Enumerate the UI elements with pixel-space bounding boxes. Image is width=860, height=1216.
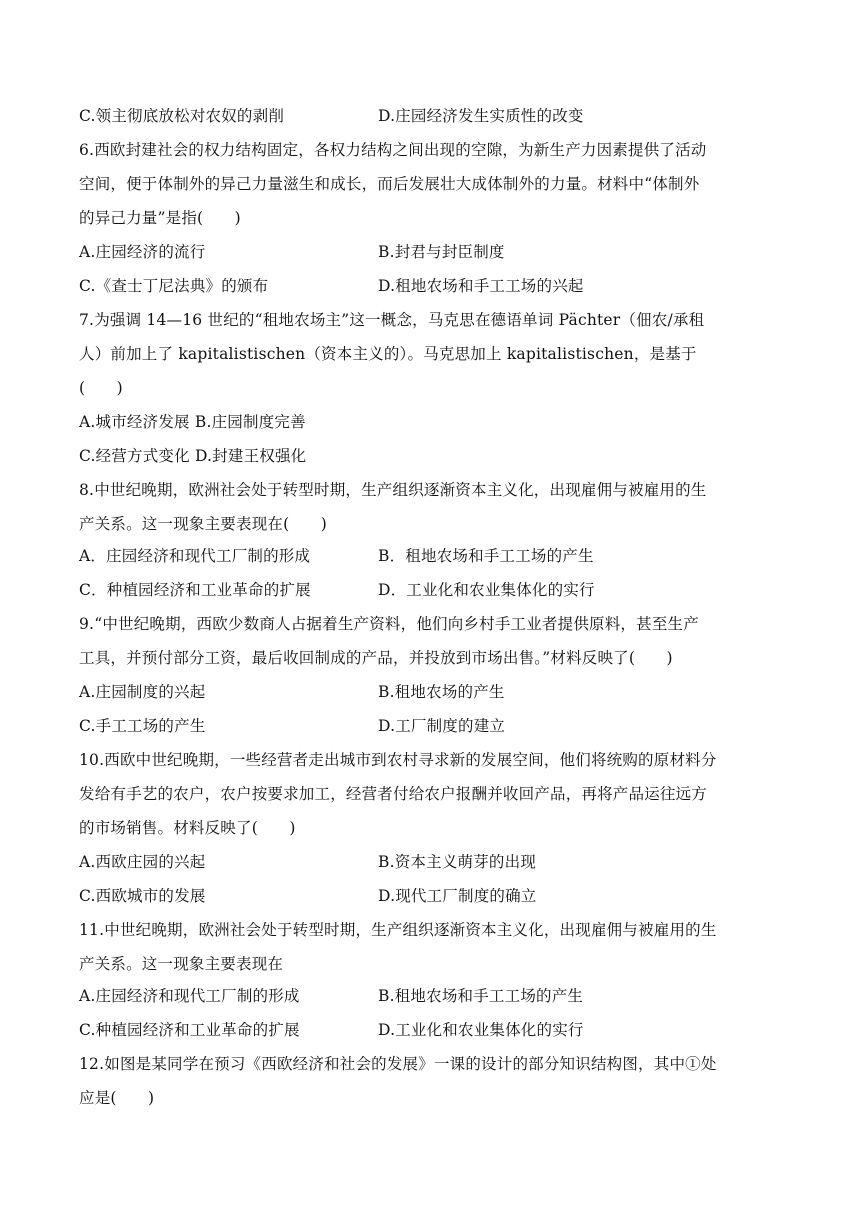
q11-option-c: C.种植园经济和工业革命的扩展	[79, 1021, 300, 1039]
q9-stem-line-2: 工具，并预付部分工资，最后收回制成的产品，并投放到市场出售。”材料反映了( )	[79, 649, 673, 667]
q10-option-c: C.西欧城市的发展	[79, 887, 206, 905]
q9-option-b: B.租地农场的产生	[378, 683, 505, 701]
q7-stem-line-1: 7.为强调 14—16 世纪的“租地农场主”这一概念，马克思在德语单词 Pächter（佃农/承租	[79, 311, 705, 329]
q11-option-b: B.租地农场和手工工场的产生	[378, 987, 584, 1005]
q7-stem-line-2: 人）前加上了 kapitalistischen（资本主义的）。马克思加上 kapitalistischen，是基于	[79, 345, 697, 363]
q8-stem-line-1: 8.中世纪晚期，欧洲社会处于转型时期，生产组织逐渐资本主义化，出现雇佣与被雇用的生	[79, 481, 707, 499]
q6-option-a: A.庄园经济的流行	[79, 243, 206, 261]
q11-stem-line-2: 产关系。这一现象主要表现在	[79, 955, 284, 973]
q7-stem-line-3: ( )	[79, 379, 123, 397]
q5-option-d: D.庄园经济发生实质性的改变	[378, 107, 584, 125]
q6-stem-line-2: 空间，便于体制外的异己力量滋生和成长，而后发展壮大成体制外的力量。材料中“体制外	[79, 175, 700, 193]
q5-option-c: C.领主彻底放松对农奴的剥削	[79, 107, 285, 125]
q7-options-ab: A.城市经济发展 B.庄园制度完善	[79, 413, 306, 431]
q8-stem-line-2: 产关系。这一现象主要表现在( )	[79, 515, 327, 533]
q12-stem-line-1: 12.如图是某同学在预习《西欧经济和社会的发展》一课的设计的部分知识结构图，其中①处	[79, 1055, 717, 1073]
q11-option-a: A.庄园经济和现代工厂制的形成	[79, 987, 300, 1005]
q6-stem-line-3: 的异己力量”是指( )	[79, 209, 241, 227]
q9-option-c: C.手工工场的产生	[79, 717, 206, 735]
q9-stem-line-1: 9.“中世纪晚期，西欧少数商人占据着生产资料，他们向乡村手工业者提供原料，甚至生产	[79, 615, 699, 633]
q6-stem-line-1: 6.西欧封建社会的权力结构固定，各权力结构之间出现的空隙，为新生产力因素提供了活动	[79, 141, 707, 159]
q8-option-b: B．租地农场和手工工场的产生	[378, 547, 594, 565]
q6-option-d: D.租地农场和手工工场的兴起	[378, 277, 584, 295]
q8-option-a: A．庄园经济和现代工厂制的形成	[79, 547, 311, 565]
q12-stem-line-2: 应是( )	[79, 1089, 155, 1107]
q11-stem-line-1: 11.中世纪晚期，欧洲社会处于转型时期，生产组织逐渐资本主义化，出现雇佣与被雇用的生	[79, 921, 717, 939]
q10-stem-line-2: 发给有手艺的农户，农户按要求加工，经营者付给农户报酬并收回产品，再将产品运往远方	[79, 785, 708, 803]
q9-option-d: D.工厂制度的建立	[378, 717, 506, 735]
q10-option-d: D.现代工厂制度的确立	[378, 887, 537, 905]
q6-option-c: C.《查士丁尼法典》的颁布	[79, 277, 269, 295]
q10-stem-line-3: 的市场销售。材料反映了( )	[79, 819, 296, 837]
q11-option-d: D.工业化和农业集体化的实行	[378, 1021, 584, 1039]
q8-option-d: D．工业化和农业集体化的实行	[378, 581, 595, 599]
q7-options-cd: C.经营方式变化 D.封建王权强化	[79, 447, 307, 465]
q6-option-b: B.封君与封臣制度	[378, 243, 505, 261]
q9-option-a: A.庄园制度的兴起	[79, 683, 206, 701]
q10-option-a: A.西欧庄园的兴起	[79, 853, 206, 871]
q10-option-b: B.资本主义萌芽的出现	[378, 853, 537, 871]
q8-option-c: C．种植园经济和工业革命的扩展	[79, 581, 311, 599]
q10-stem-line-1: 10.西欧中世纪晚期，一些经营者走出城市到农村寻求新的发展空间，他们将统购的原材料分	[79, 751, 717, 769]
